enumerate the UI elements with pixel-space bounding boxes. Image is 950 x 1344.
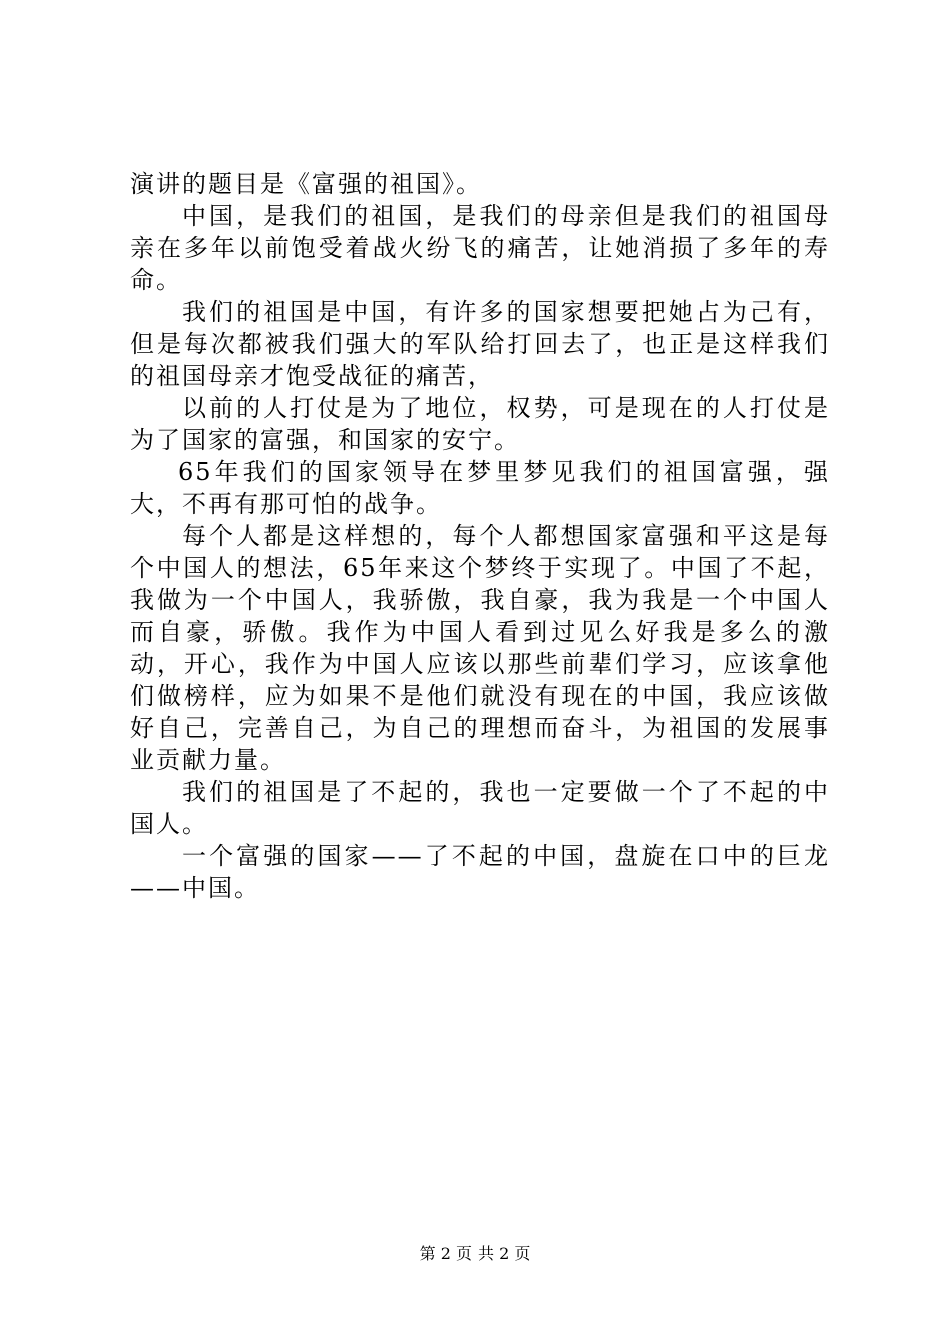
page-footer (0, 1243, 950, 1265)
page-total: 共 2 页 (478, 1244, 531, 1263)
paragraph: 我们的祖国是了不起的，我也一定要做一个了不起的中国人。 (130, 778, 830, 838)
paragraph: 每个人都是这样想的，每个人都想国家富强和平这是每个中国人的想法，65年来这个梦终于实现了。中国了不起，我做为一个中国人，我骄傲，我自豪，我为我是一个中国人而自豪，骄傲。我作为中国人看到过见么好我是多么的激动，开心，我作为中国人应该以那些前辈们学习，应该拿他们做榜样，应为如果不是他们就没有现在的中国，我应该做好自己，完善自己，为自己的理想而奋斗，为祖国的发展事业贡献力量。 (130, 522, 830, 774)
paragraph: 65年我们的国家领导在梦里梦见我们的祖国富强，强大，不再有那可怕的战争。 (130, 458, 830, 518)
paragraph: 一个富强的国家——了不起的中国，盘旋在口中的巨龙——中国。 (130, 842, 830, 902)
paragraph: 以前的人打仗是为了地位，权势，可是现在的人打仗是为了国家的富强，和国家的安宁。 (130, 394, 830, 454)
document-body (130, 168, 830, 904)
page-number: 第 2 页 (419, 1244, 472, 1263)
paragraph-title-line: 演讲的题目是《富强的祖国》。 (130, 170, 482, 198)
paragraph: 我们的祖国是中国，有许多的国家想要把她占为己有，但是每次都被我们强大的军队给打回去了，也正是这样我们的祖国母亲才饱受战征的痛苦， (130, 298, 830, 390)
paragraph: 中国，是我们的祖国，是我们的母亲但是我们的祖国母亲在多年以前饱受着战火纷飞的痛苦，让她消损了多年的寿命。 (130, 202, 830, 294)
